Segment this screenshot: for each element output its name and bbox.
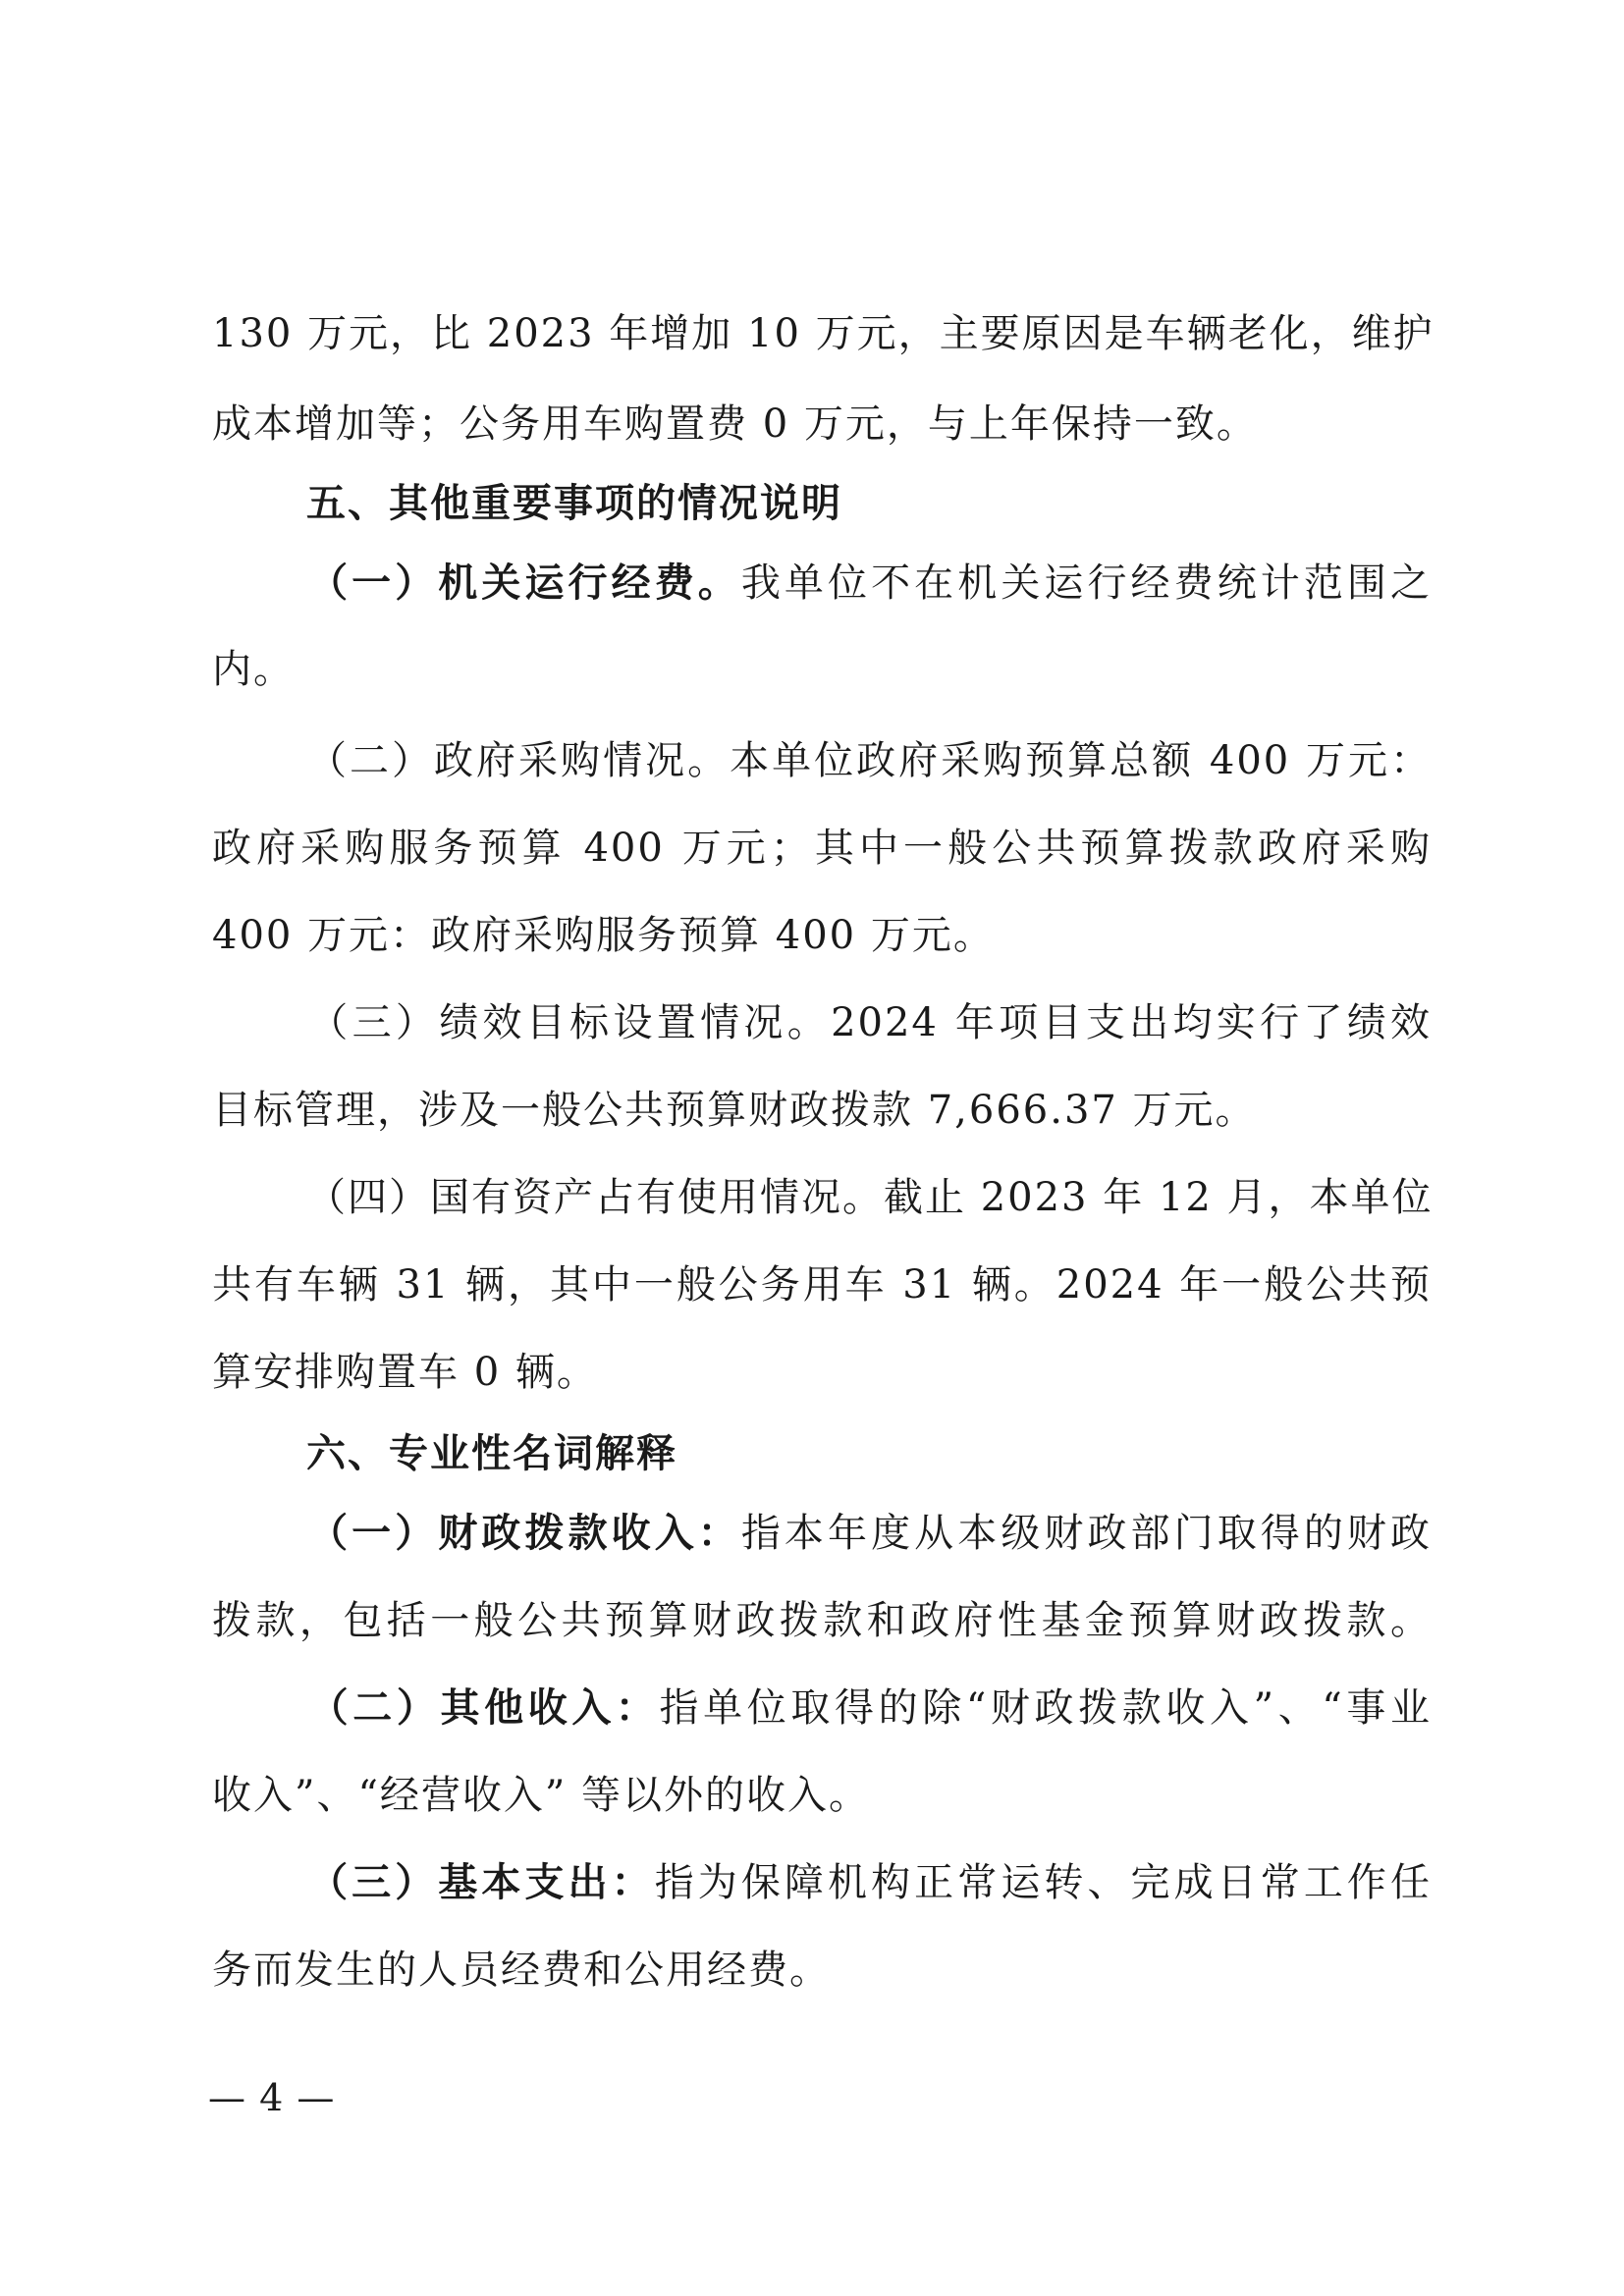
paragraph-line [0, 1085, 1624, 1136]
text: 400 万元：政府采购服务预算 400 万元。 [212, 913, 995, 958]
text: 共有车辆 31 辆，其中一般公务用车 31 辆。2024 年一般公共预 [212, 1262, 1432, 1308]
text: 拨款，包括一般公共预算财政拨款和政府性基金预算财政拨款。 [212, 1598, 1432, 1643]
paragraph-line [0, 910, 1624, 961]
paragraph-line [0, 1347, 1624, 1398]
section-heading [0, 1428, 1624, 1479]
text: 截止 2023 年 12 月，本单位 [884, 1175, 1434, 1220]
text: 指单位取得的除“财政拨款收入”、“事业 [659, 1685, 1432, 1731]
text: 本单位政府采购预算总额 400 万元： [730, 738, 1432, 783]
paragraph-line [0, 1508, 1432, 1559]
term: （二）政府采购情况。 [306, 738, 731, 783]
text: 收入”、“经营收入” 等以外的收入。 [212, 1773, 871, 1818]
paragraph-line [0, 1857, 1432, 1908]
paragraph-line [0, 1945, 1624, 1996]
paragraph-line [0, 1770, 1624, 1821]
paragraph-line [0, 308, 1435, 359]
paragraph-line [0, 1259, 1432, 1310]
heading-text: 六、专业性名词解释 [306, 1431, 677, 1476]
text: 指为保障机构正常运转、完成日常工作任 [654, 1860, 1433, 1905]
text: 政府采购服务预算 400 万元；其中一般公共预算拨款政府采购 [212, 826, 1432, 871]
text: 指本年度从本级财政部门取得的财政 [740, 1511, 1433, 1556]
term: （三）基本支出： [306, 1859, 655, 1905]
text: 130 万元，比 2023 年增加 10 万元，主要原因是车辆老化，维护 [212, 311, 1435, 356]
paragraph-line [0, 1172, 1432, 1223]
heading-text: 五、其他重要事项的情况说明 [306, 481, 842, 526]
paragraph-line [0, 1682, 1432, 1734]
term: （三）绩效目标设置情况。 [306, 1000, 832, 1045]
term: （二）其他收入： [306, 1684, 660, 1731]
text: 目标管理，涉及一般公共预算财政拨款 7,666.37 万元。 [212, 1088, 1257, 1133]
paragraph-line [0, 823, 1432, 874]
paragraph-line [0, 1595, 1432, 1646]
paragraph-line [0, 399, 1624, 450]
text: 内。 [212, 647, 295, 692]
text: 务而发生的人员经费和公用经费。 [212, 1948, 831, 1993]
section-heading [0, 478, 1624, 529]
page-number: — 4 — [208, 2076, 336, 2119]
paragraph-line [0, 997, 1432, 1048]
text: 我单位不在机关运行经费统计范围之 [740, 561, 1433, 606]
text: 算安排购置车 0 辆。 [212, 1350, 598, 1395]
paragraph-line [0, 558, 1432, 609]
term: （一）财政拨款收入： [306, 1510, 741, 1556]
term: （四）国有资产占有使用情况。 [306, 1175, 884, 1220]
term: （一）机关运行经费。 [306, 560, 741, 606]
text: 成本增加等；公务用车购置费 0 万元，与上年保持一致。 [212, 401, 1258, 447]
text: 2024 年项目支出均实行了绩效 [831, 1000, 1433, 1045]
paragraph-line [0, 735, 1432, 786]
paragraph-line [0, 644, 1624, 695]
